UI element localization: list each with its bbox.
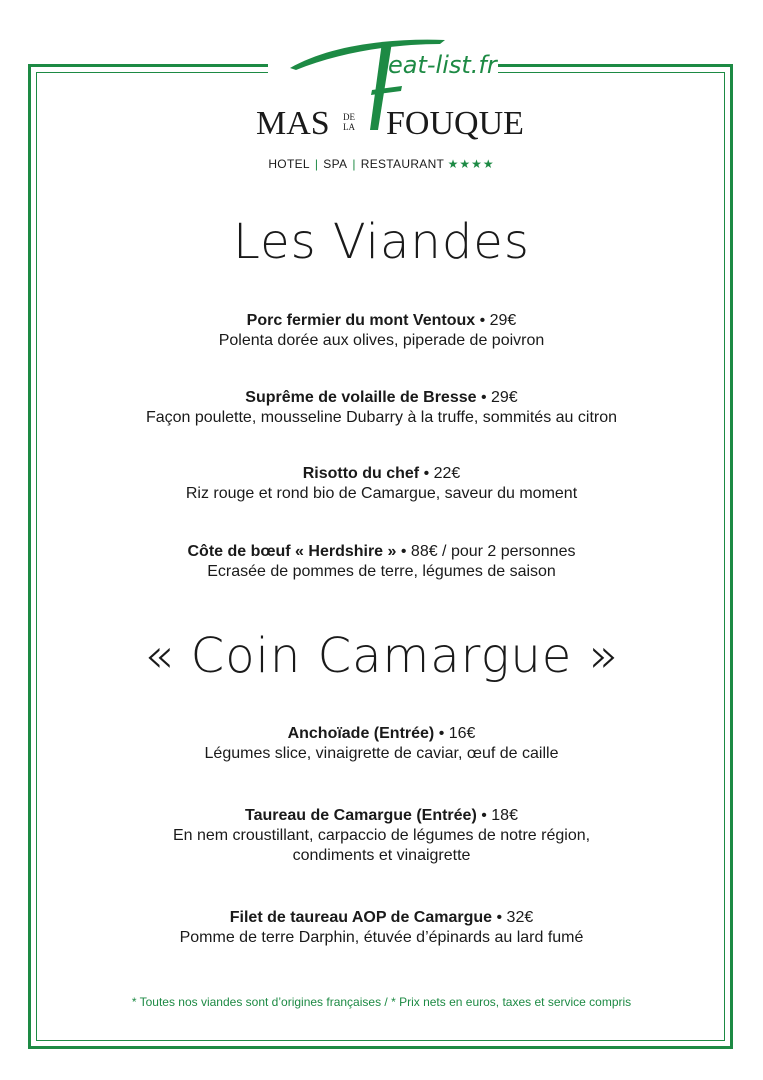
brand-dela: DE LA [343,112,355,132]
menu-item-description: Riz rouge et rond bio de Camargue, saveur du moment [185,485,578,502]
menu-item-price: • 22€ [419,465,461,482]
menu-item-name: Porc fermier du mont Ventoux [246,312,476,329]
menu-item-description: En nem croustillant, carpaccio de légumes de notre région, [172,827,591,844]
brand-fouque: FOUQUE [386,105,524,142]
menu-item-price: • 88€ / pour 2 personnes [396,543,576,560]
menu-item [0,388,763,428]
menu-item-name: Taureau de Camargue (Entrée) [245,807,477,824]
tagline-separator: | [314,157,319,171]
tagline-separator: | [352,157,356,171]
footnote: * Toutes nos viandes sont d’origines françaises / * Prix nets en euros, taxes et service compris [131,995,632,1009]
tagline-restaurant: RESTAURANT [360,157,444,171]
menu-item-name: Risotto du chef [302,465,420,482]
menu-item-description: Légumes slice, vinaigrette de caviar, œuf de caille [204,745,559,762]
menu-item-price: • 18€ [476,807,518,824]
menu-item [0,464,763,504]
menu-item-description: Pomme de terre Darphin, étuvée d’épinards au lard fumé [179,929,584,946]
brand-mas: MAS [256,105,330,142]
menu-item-price: • 29€ [476,389,518,406]
menu-item-description: Façon poulette, mousseline Dubarry à la truffe, sommités au citron [145,409,618,426]
tagline [0,157,763,171]
menu-item-description-line2: condiments et vinaigrette [292,847,471,864]
menu-item [0,311,763,351]
menu-item-name: Suprême de volaille de Bresse [245,389,477,406]
star-rating-icon: ★★★★ [447,157,495,171]
section-title-viandes: Les Viandes [233,214,530,270]
menu-item-name: Filet de taureau AOP de Camargue [229,909,493,926]
menu-item [0,724,763,764]
menu-item-price: • 16€ [434,725,476,742]
menu-item-price: • 29€ [475,312,517,329]
tagline-spa: SPA [323,157,348,171]
menu-item [0,908,763,948]
menu-item [0,542,763,582]
tagline-hotel: HOTEL [268,157,310,171]
menu-item-description: Ecrasée de pommes de terre, légumes de saison [207,563,556,580]
menu-item [0,806,763,866]
watermark: eat-list.fr [388,51,497,79]
menu-item-name: Côte de bœuf « Herdshire » [187,543,397,560]
menu-item-description: Polenta dorée aux olives, piperade de poivron [218,332,545,349]
section-title-coin-camargue: « Coin Camargue » [144,628,619,684]
menu-item-name: Anchoïade (Entrée) [287,725,435,742]
menu-item-price: • 32€ [492,909,534,926]
